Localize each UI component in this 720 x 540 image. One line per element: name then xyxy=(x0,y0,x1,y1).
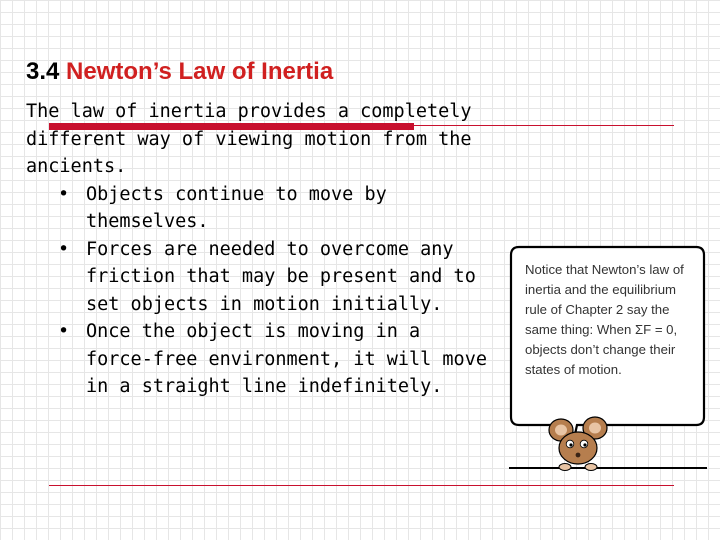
bullet-icon: • xyxy=(58,183,70,205)
bullet-text: Once the object is moving in a force-free environment, it will move in a straight line indefinitely. xyxy=(86,321,487,397)
callout-figure xyxy=(507,243,708,488)
intro-paragraph: The law of inertia provides a completely different way of viewing motion from the ancients. xyxy=(26,101,472,177)
bullet-icon: • xyxy=(58,321,70,342)
title-number: 3.4 xyxy=(26,58,60,85)
bullet-item xyxy=(58,236,496,319)
bullet-text: Objects continue to move by themselves. xyxy=(86,183,387,232)
bullet-list xyxy=(26,181,496,401)
bullet-item xyxy=(58,181,496,236)
title-text: Newton’s Law of Inertia xyxy=(66,58,334,85)
bullet-text: Forces are needed to overcome any friction that may be present and to set objects in motion initially. xyxy=(86,238,476,315)
slide-body xyxy=(26,98,496,401)
bullet-item xyxy=(58,318,496,401)
callout-text: Notice that Newton’s law of inertia and the equilibrium rule of Chapter 2 say the same thing: When ΣF = 0, objects don’t change their states of motion. xyxy=(525,262,684,377)
bottom-rule xyxy=(49,485,674,486)
slide-title xyxy=(26,58,333,86)
bullet-icon: • xyxy=(58,238,70,260)
